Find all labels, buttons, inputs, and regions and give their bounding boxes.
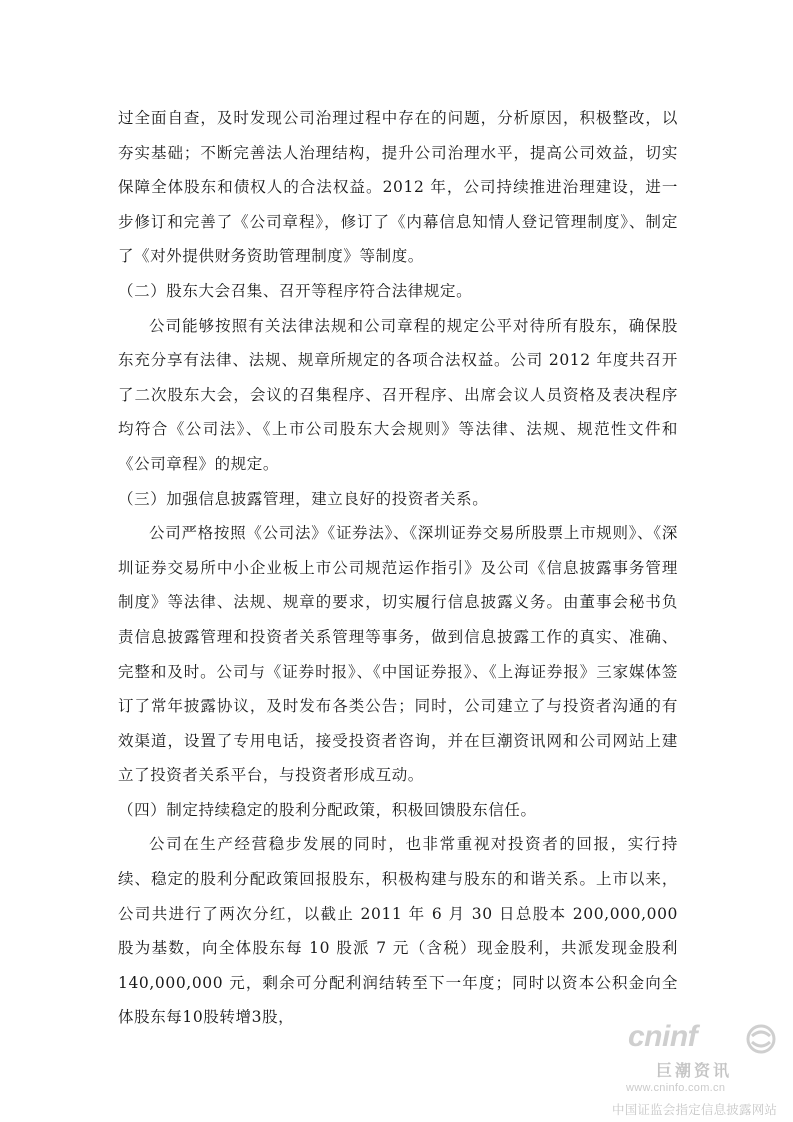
watermark-site-desc: 中国证监会指定信息披露网站 — [612, 1103, 778, 1117]
document-body — [118, 101, 678, 1035]
section-heading-2: （二）股东大会召集、召开等程序符合法律规定。 — [118, 281, 473, 300]
paragraph-information-disclosure: 公司严格按照《公司法》《证券法》、《深圳证券交易所股票上市规则》、《深圳证券交易所中小企业板上市公司规范运作指引》及公司《信息披露事务管理制度》等法律、法规、规章的要求，切实履行信息披露义务。由董事会秘书负责信息披露管理和投资者关系管理等事务，做到信息披露工作的真实、准确、完整和及时。公司与《证券时报》、《中国证券报》、《上海证券报》三家媒体签订了常年披露协议，及时发布各类公告；同时，公司建立了与投资者沟通的有效渠道，设置了专用电话，接受投资者咨询，并在巨潮资讯网和公司网站上建立了投资者关系平台，与投资者形成互动。 — [118, 524, 678, 785]
watermark-cn-name: 巨潮资讯 — [656, 1063, 733, 1080]
watermark-url: www.cninfo.com.cn — [626, 1082, 726, 1094]
section-heading-4: （四）制定持续稳定的股利分配政策，积极回馈股东信任。 — [118, 800, 537, 819]
paragraph-governance-continued: 过全面自查，及时发现公司治理过程中存在的问题，分析原因，积极整改，以夯实基础；不断完善法人治理结构，提升公司治理水平，提高公司效益，切实保障全体股东和债权人的合法权益。2012 年，公司持续推进治理建设，进一步修订和完善了《公司章程》，修订了《内幕信息知情人登记管理制度》、制定了《对外提供财务资助管理制度》等制度。 — [118, 109, 678, 266]
section-heading-3: （三）加强信息披露管理，建立良好的投资者关系。 — [118, 489, 489, 508]
paragraph-dividend-policy: 公司在生产经营稳步发展的同时，也非常重视对投资者的回报，实行持续、稳定的股利分配政策回报股东，积极构建与股东的和谐关系。上市以来，公司共进行了两次分红，以截止 2011 年 6 月 30 日总股本 200,000,000 股为基数，向全体股东每 10 股派 7 元（含税）现金股利，共派发现金股利 140,000,000 元，剩余可分配利润结转至下一年度；同时以资本公积金向全体股东每10股转增3股， — [118, 835, 678, 1027]
watermark-logo-text: cninf — [628, 1020, 698, 1053]
paragraph-shareholder-meetings: 公司能够按照有关法律法规和公司章程的规定公平对待所有股东，确保股东充分享有法律、法规、规章所规定的各项合法权益。公司 2012 年度共召开了二次股东大会，会议的召集程序、召开程序、出席会议人员资格及表决程序均符合《公司法》、《上市公司股东大会规则》等法律、法规、规范性文件和《公司章程》的规定。 — [118, 316, 678, 473]
cninfo-watermark — [600, 1020, 790, 1120]
cninfo-swirl-icon — [746, 1024, 776, 1054]
